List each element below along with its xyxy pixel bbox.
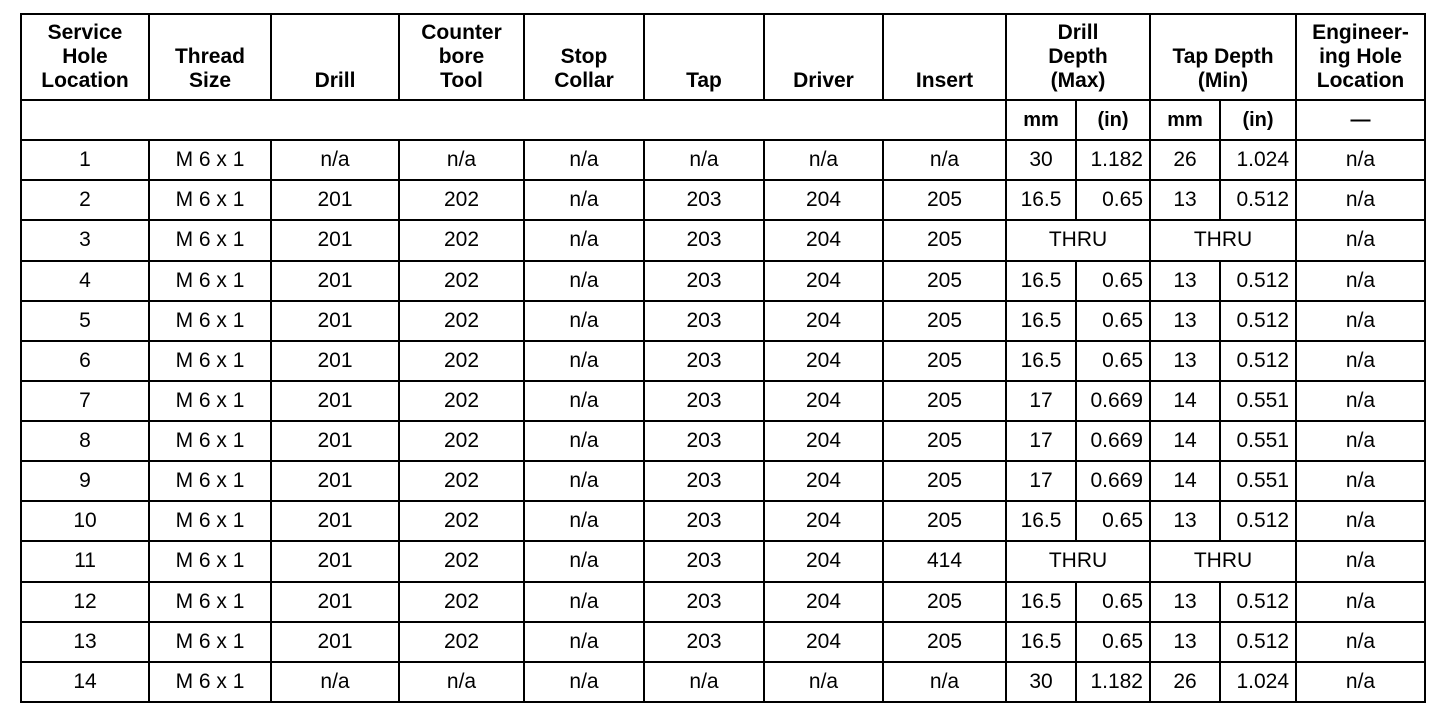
cell-driver: 204 xyxy=(764,220,883,260)
cell-drill-depth-in: 0.65 xyxy=(1076,261,1150,301)
cell-drill: 201 xyxy=(271,341,399,381)
cell-counterbore-tool: 202 xyxy=(399,220,524,260)
cell-counterbore-tool: 202 xyxy=(399,582,524,622)
table-row xyxy=(21,622,1425,662)
cell-drill-depth-in: 0.65 xyxy=(1076,301,1150,341)
cell-tap-depth-in: 0.512 xyxy=(1220,341,1296,381)
cell-engineering-hole-location: n/a xyxy=(1296,662,1425,702)
cell-service-hole-location: 13 xyxy=(21,622,149,662)
cell-tap-depth-in: 1.024 xyxy=(1220,140,1296,180)
header-stop-collar: Stop Collar xyxy=(524,14,644,100)
cell-driver: n/a xyxy=(764,662,883,702)
header-engineering-hole-location: Engineer- ing Hole Location xyxy=(1296,14,1425,100)
cell-drill-depth-in: 0.65 xyxy=(1076,622,1150,662)
cell-thread-size: M 6 x 1 xyxy=(149,180,271,220)
cell-thread-size: M 6 x 1 xyxy=(149,421,271,461)
cell-driver: 204 xyxy=(764,541,883,581)
cell-drill-depth-in: 1.182 xyxy=(1076,140,1150,180)
cell-thread-size: M 6 x 1 xyxy=(149,501,271,541)
cell-thread-size: M 6 x 1 xyxy=(149,541,271,581)
cell-tap-depth-mm: 13 xyxy=(1150,261,1220,301)
cell-stop-collar: n/a xyxy=(524,261,644,301)
cell-engineering-hole-location: n/a xyxy=(1296,461,1425,501)
cell-drill: 201 xyxy=(271,180,399,220)
cell-drill-depth-mm: 17 xyxy=(1006,461,1076,501)
unit-tap-in: (in) xyxy=(1220,100,1296,140)
cell-insert: 205 xyxy=(883,220,1006,260)
cell-drill: 201 xyxy=(271,582,399,622)
cell-stop-collar: n/a xyxy=(524,662,644,702)
table-row xyxy=(21,541,1425,581)
cell-insert: 205 xyxy=(883,461,1006,501)
cell-drill: n/a xyxy=(271,662,399,702)
cell-thread-size: M 6 x 1 xyxy=(149,662,271,702)
header-driver: Driver xyxy=(764,14,883,100)
cell-counterbore-tool: 202 xyxy=(399,421,524,461)
cell-drill-depth-in: 0.65 xyxy=(1076,180,1150,220)
cell-tap-depth-mm: 13 xyxy=(1150,501,1220,541)
cell-counterbore-tool: 202 xyxy=(399,501,524,541)
cell-driver: 204 xyxy=(764,461,883,501)
table-row xyxy=(21,140,1425,180)
cell-drill-depth-in: 0.669 xyxy=(1076,421,1150,461)
cell-tap-depth-in: 1.024 xyxy=(1220,662,1296,702)
cell-tap-depth-in: 0.512 xyxy=(1220,261,1296,301)
unit-engineering-dash: — xyxy=(1296,100,1425,140)
cell-engineering-hole-location: n/a xyxy=(1296,140,1425,180)
cell-tap: 203 xyxy=(644,220,764,260)
cell-insert: 205 xyxy=(883,180,1006,220)
units-row xyxy=(21,100,1425,140)
cell-service-hole-location: 10 xyxy=(21,501,149,541)
table-row xyxy=(21,662,1425,702)
cell-stop-collar: n/a xyxy=(524,180,644,220)
cell-tap-depth-mm: 13 xyxy=(1150,582,1220,622)
table-row xyxy=(21,220,1425,260)
unit-drill-in: (in) xyxy=(1076,100,1150,140)
cell-drill-depth-mm: 16.5 xyxy=(1006,582,1076,622)
cell-service-hole-location: 14 xyxy=(21,662,149,702)
cell-tap: 203 xyxy=(644,501,764,541)
cell-counterbore-tool: 202 xyxy=(399,261,524,301)
cell-driver: 204 xyxy=(764,180,883,220)
cell-tap: 203 xyxy=(644,341,764,381)
cell-thread-size: M 6 x 1 xyxy=(149,140,271,180)
cell-insert: n/a xyxy=(883,662,1006,702)
cell-drill-depth-mm: 16.5 xyxy=(1006,501,1076,541)
units-row-blank xyxy=(21,100,1006,140)
cell-tap-depth-in: 0.551 xyxy=(1220,421,1296,461)
cell-thread-size: M 6 x 1 xyxy=(149,622,271,662)
cell-drill: n/a xyxy=(271,140,399,180)
cell-thread-size: M 6 x 1 xyxy=(149,582,271,622)
cell-driver: 204 xyxy=(764,301,883,341)
cell-service-hole-location: 8 xyxy=(21,421,149,461)
cell-engineering-hole-location: n/a xyxy=(1296,421,1425,461)
header-tap-depth: Tap Depth (Min) xyxy=(1150,14,1296,100)
cell-tap-depth-mm: 13 xyxy=(1150,180,1220,220)
cell-engineering-hole-location: n/a xyxy=(1296,261,1425,301)
cell-tap-depth-mm: 26 xyxy=(1150,140,1220,180)
cell-tap-depth-mm: 14 xyxy=(1150,461,1220,501)
cell-drill: 201 xyxy=(271,461,399,501)
cell-driver: 204 xyxy=(764,381,883,421)
cell-insert: 205 xyxy=(883,501,1006,541)
cell-service-hole-location: 3 xyxy=(21,220,149,260)
cell-thread-size: M 6 x 1 xyxy=(149,341,271,381)
table-row xyxy=(21,301,1425,341)
unit-drill-mm: mm xyxy=(1006,100,1076,140)
cell-drill-depth-in: 0.669 xyxy=(1076,381,1150,421)
header-thread-size: Thread Size xyxy=(149,14,271,100)
cell-service-hole-location: 1 xyxy=(21,140,149,180)
cell-driver: n/a xyxy=(764,140,883,180)
hole-specification-table xyxy=(20,13,1426,703)
cell-insert: 205 xyxy=(883,381,1006,421)
cell-drill-depth-in: 0.65 xyxy=(1076,501,1150,541)
cell-drill-depth-mm: 17 xyxy=(1006,381,1076,421)
cell-drill-depth-mm: 16.5 xyxy=(1006,301,1076,341)
cell-insert: 205 xyxy=(883,622,1006,662)
cell-engineering-hole-location: n/a xyxy=(1296,501,1425,541)
table-row xyxy=(21,180,1425,220)
cell-service-hole-location: 7 xyxy=(21,381,149,421)
cell-counterbore-tool: 202 xyxy=(399,622,524,662)
cell-tap: 203 xyxy=(644,261,764,301)
header-service-hole-location: Service Hole Location xyxy=(21,14,149,100)
cell-tap-depth-thru: THRU xyxy=(1150,220,1296,260)
cell-engineering-hole-location: n/a xyxy=(1296,220,1425,260)
cell-tap-depth-mm: 26 xyxy=(1150,662,1220,702)
cell-tap: 203 xyxy=(644,541,764,581)
cell-insert: 205 xyxy=(883,341,1006,381)
cell-tap-depth-thru: THRU xyxy=(1150,541,1296,581)
cell-tap-depth-in: 0.512 xyxy=(1220,180,1296,220)
cell-drill-depth-in: 0.65 xyxy=(1076,582,1150,622)
cell-counterbore-tool: n/a xyxy=(399,140,524,180)
cell-tap-depth-in: 0.551 xyxy=(1220,381,1296,421)
cell-drill-depth-mm: 30 xyxy=(1006,140,1076,180)
cell-counterbore-tool: 202 xyxy=(399,341,524,381)
cell-thread-size: M 6 x 1 xyxy=(149,381,271,421)
cell-drill-depth-in: 0.65 xyxy=(1076,341,1150,381)
header-row xyxy=(21,14,1425,100)
cell-thread-size: M 6 x 1 xyxy=(149,461,271,501)
cell-service-hole-location: 11 xyxy=(21,541,149,581)
cell-service-hole-location: 2 xyxy=(21,180,149,220)
cell-tap-depth-mm: 13 xyxy=(1150,301,1220,341)
cell-drill: 201 xyxy=(271,541,399,581)
table-row xyxy=(21,261,1425,301)
cell-tap-depth-in: 0.512 xyxy=(1220,622,1296,662)
cell-tap: 203 xyxy=(644,301,764,341)
cell-drill: 201 xyxy=(271,501,399,541)
cell-driver: 204 xyxy=(764,421,883,461)
cell-drill-depth-thru: THRU xyxy=(1006,220,1150,260)
cell-tap: 203 xyxy=(644,421,764,461)
cell-tap: 203 xyxy=(644,461,764,501)
unit-tap-mm: mm xyxy=(1150,100,1220,140)
cell-insert: 205 xyxy=(883,421,1006,461)
cell-stop-collar: n/a xyxy=(524,220,644,260)
cell-insert: 205 xyxy=(883,261,1006,301)
cell-tap-depth-mm: 13 xyxy=(1150,341,1220,381)
cell-drill-depth-mm: 16.5 xyxy=(1006,180,1076,220)
cell-tap: n/a xyxy=(644,662,764,702)
table-row xyxy=(21,341,1425,381)
cell-stop-collar: n/a xyxy=(524,582,644,622)
header-drill-depth: Drill Depth (Max) xyxy=(1006,14,1150,100)
cell-insert: 205 xyxy=(883,582,1006,622)
cell-service-hole-location: 12 xyxy=(21,582,149,622)
cell-counterbore-tool: 202 xyxy=(399,301,524,341)
cell-tap: n/a xyxy=(644,140,764,180)
cell-drill: 201 xyxy=(271,261,399,301)
cell-thread-size: M 6 x 1 xyxy=(149,301,271,341)
cell-drill-depth-mm: 16.5 xyxy=(1006,341,1076,381)
cell-engineering-hole-location: n/a xyxy=(1296,180,1425,220)
cell-drill-depth-in: 1.182 xyxy=(1076,662,1150,702)
cell-engineering-hole-location: n/a xyxy=(1296,582,1425,622)
table-row xyxy=(21,582,1425,622)
cell-stop-collar: n/a xyxy=(524,140,644,180)
cell-tap: 203 xyxy=(644,622,764,662)
table-row xyxy=(21,381,1425,421)
cell-engineering-hole-location: n/a xyxy=(1296,541,1425,581)
cell-tap-depth-mm: 14 xyxy=(1150,381,1220,421)
cell-tap-depth-mm: 14 xyxy=(1150,421,1220,461)
header-tap: Tap xyxy=(644,14,764,100)
cell-stop-collar: n/a xyxy=(524,341,644,381)
cell-drill: 201 xyxy=(271,381,399,421)
cell-tap: 203 xyxy=(644,582,764,622)
cell-engineering-hole-location: n/a xyxy=(1296,381,1425,421)
cell-tap-depth-in: 0.551 xyxy=(1220,461,1296,501)
cell-driver: 204 xyxy=(764,501,883,541)
cell-engineering-hole-location: n/a xyxy=(1296,341,1425,381)
cell-tap-depth-mm: 13 xyxy=(1150,622,1220,662)
cell-stop-collar: n/a xyxy=(524,501,644,541)
cell-drill: 201 xyxy=(271,622,399,662)
cell-engineering-hole-location: n/a xyxy=(1296,301,1425,341)
cell-drill-depth-in: 0.669 xyxy=(1076,461,1150,501)
cell-tap-depth-in: 0.512 xyxy=(1220,501,1296,541)
cell-counterbore-tool: 202 xyxy=(399,381,524,421)
cell-driver: 204 xyxy=(764,622,883,662)
header-counterbore-tool: Counter bore Tool xyxy=(399,14,524,100)
cell-tap: 203 xyxy=(644,180,764,220)
cell-thread-size: M 6 x 1 xyxy=(149,220,271,260)
cell-counterbore-tool: 202 xyxy=(399,180,524,220)
cell-counterbore-tool: n/a xyxy=(399,662,524,702)
cell-counterbore-tool: 202 xyxy=(399,541,524,581)
cell-driver: 204 xyxy=(764,341,883,381)
cell-thread-size: M 6 x 1 xyxy=(149,261,271,301)
header-insert: Insert xyxy=(883,14,1006,100)
cell-drill: 201 xyxy=(271,301,399,341)
cell-insert: 205 xyxy=(883,301,1006,341)
cell-tap-depth-in: 0.512 xyxy=(1220,301,1296,341)
cell-stop-collar: n/a xyxy=(524,622,644,662)
cell-counterbore-tool: 202 xyxy=(399,461,524,501)
cell-tap: 203 xyxy=(644,381,764,421)
cell-service-hole-location: 6 xyxy=(21,341,149,381)
cell-stop-collar: n/a xyxy=(524,381,644,421)
cell-stop-collar: n/a xyxy=(524,461,644,501)
cell-driver: 204 xyxy=(764,261,883,301)
cell-tap-depth-in: 0.512 xyxy=(1220,582,1296,622)
cell-stop-collar: n/a xyxy=(524,421,644,461)
cell-drill-depth-mm: 17 xyxy=(1006,421,1076,461)
cell-drill: 201 xyxy=(271,220,399,260)
table-row xyxy=(21,461,1425,501)
cell-stop-collar: n/a xyxy=(524,301,644,341)
cell-drill-depth-mm: 16.5 xyxy=(1006,622,1076,662)
cell-stop-collar: n/a xyxy=(524,541,644,581)
cell-driver: 204 xyxy=(764,582,883,622)
header-drill: Drill xyxy=(271,14,399,100)
cell-drill-depth-mm: 16.5 xyxy=(1006,261,1076,301)
table-row xyxy=(21,421,1425,461)
cell-drill-depth-thru: THRU xyxy=(1006,541,1150,581)
cell-drill-depth-mm: 30 xyxy=(1006,662,1076,702)
cell-service-hole-location: 9 xyxy=(21,461,149,501)
cell-insert: n/a xyxy=(883,140,1006,180)
cell-insert: 414 xyxy=(883,541,1006,581)
cell-engineering-hole-location: n/a xyxy=(1296,622,1425,662)
cell-drill: 201 xyxy=(271,421,399,461)
cell-service-hole-location: 4 xyxy=(21,261,149,301)
cell-service-hole-location: 5 xyxy=(21,301,149,341)
table-row xyxy=(21,501,1425,541)
